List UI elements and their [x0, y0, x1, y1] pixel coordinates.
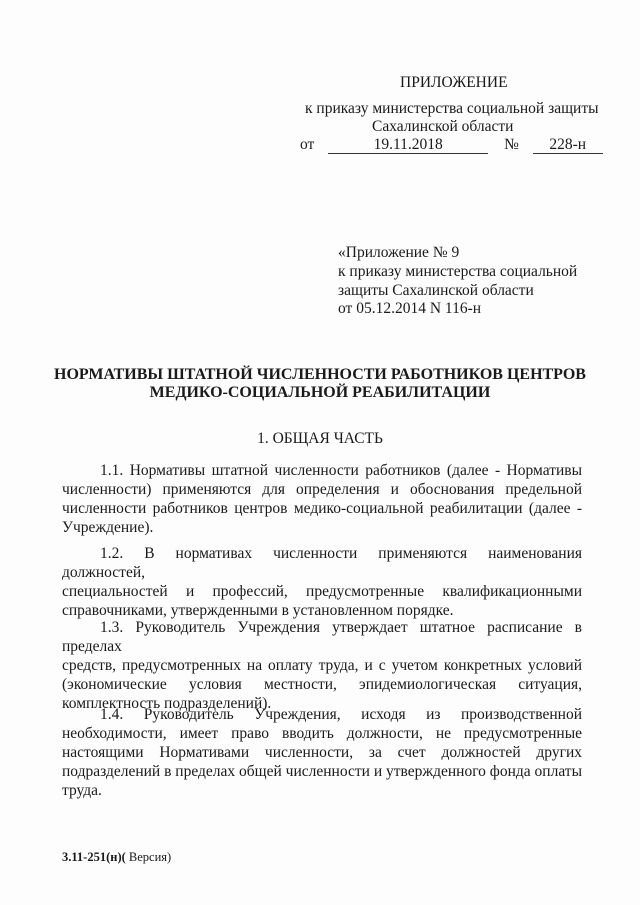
paragraph-line: численности) применяются для определения и обоснования предельной	[62, 481, 582, 498]
footer-code-text: 3.11-251(н)(	[62, 850, 126, 864]
paragraph-1-3	[62, 618, 582, 713]
from-label: от	[300, 136, 315, 153]
paragraph-line: 1.3. Руководитель Учреждения утверждает штатное расписание в пределах	[62, 619, 582, 655]
number-label: №	[504, 136, 519, 153]
paragraph-line: 1.2. В нормативах численности применяются наименования должностей,	[62, 545, 582, 581]
paragraph-line: средств, предусмотренных на оплату труда, и с учетом конкретных условий	[62, 657, 582, 674]
document-title-line-2: МЕДИКО-СОЦИАЛЬНОЙ РЕАБИЛИТАЦИИ	[149, 384, 491, 401]
paragraph-line: справочниками, утвержденными в установленном порядке.	[62, 602, 454, 619]
paragraph-line: комплектность подразделений).	[62, 695, 272, 712]
sub-appendix-line-4: от 05.12.2014 N 116-н	[338, 300, 482, 317]
footer-version-text: Версия)	[125, 850, 172, 864]
sub-appendix-line-1: «Приложение № 9	[338, 244, 460, 261]
header-order-line-2: Сахалинской области	[372, 118, 514, 135]
paragraph-line: специальностей и профессий, предусмотренные квалификационными	[62, 583, 582, 600]
sub-appendix-line-2: к приказу министерства социальной	[338, 263, 578, 280]
header-date-number-line	[300, 136, 603, 154]
section-heading: 1. ОБЩАЯ ЧАСТЬ	[257, 430, 383, 447]
paragraph-1-1	[62, 461, 582, 537]
paragraph-line: 1.4. Руководитель Учреждения, исходя из производственной	[100, 706, 582, 723]
paragraph-1-4	[62, 705, 582, 800]
footer-code	[62, 850, 171, 865]
paragraph-line: труда.	[62, 782, 102, 799]
paragraph-line: (экономические условия местности, эпидемиологическая ситуация,	[62, 676, 582, 693]
paragraph-line: 1.1. Нормативы штатной численности работников (далее - Нормативы	[100, 462, 582, 479]
paragraph-line: подразделений в пределах общей численности и утвержденного фонда оплаты	[62, 763, 582, 780]
order-date: 19.11.2018	[328, 137, 488, 154]
order-number: 228-н	[533, 137, 603, 154]
sub-appendix-line-3: защиты Сахалинской области	[338, 282, 534, 299]
paragraph-line: численности работников центров медико-социальной реабилитации (далее -	[62, 500, 582, 517]
paragraph-line: необходимости, имеет право вводить должности, не предусмотренные	[62, 725, 582, 742]
header-order-line-1: к приказу министерства социальной защиты	[305, 100, 599, 117]
paragraph-line: Учреждение).	[62, 519, 154, 536]
paragraph-line: настоящими Нормативами численности, за счет должностей других	[62, 744, 582, 761]
document-title-line-1: НОРМАТИВЫ ШТАТНОЙ ЧИСЛЕННОСТИ РАБОТНИКОВ ЦЕНТРОВ	[54, 366, 586, 383]
appendix-label: ПРИЛОЖЕНИЕ	[400, 74, 508, 91]
paragraph-1-2	[62, 544, 582, 620]
